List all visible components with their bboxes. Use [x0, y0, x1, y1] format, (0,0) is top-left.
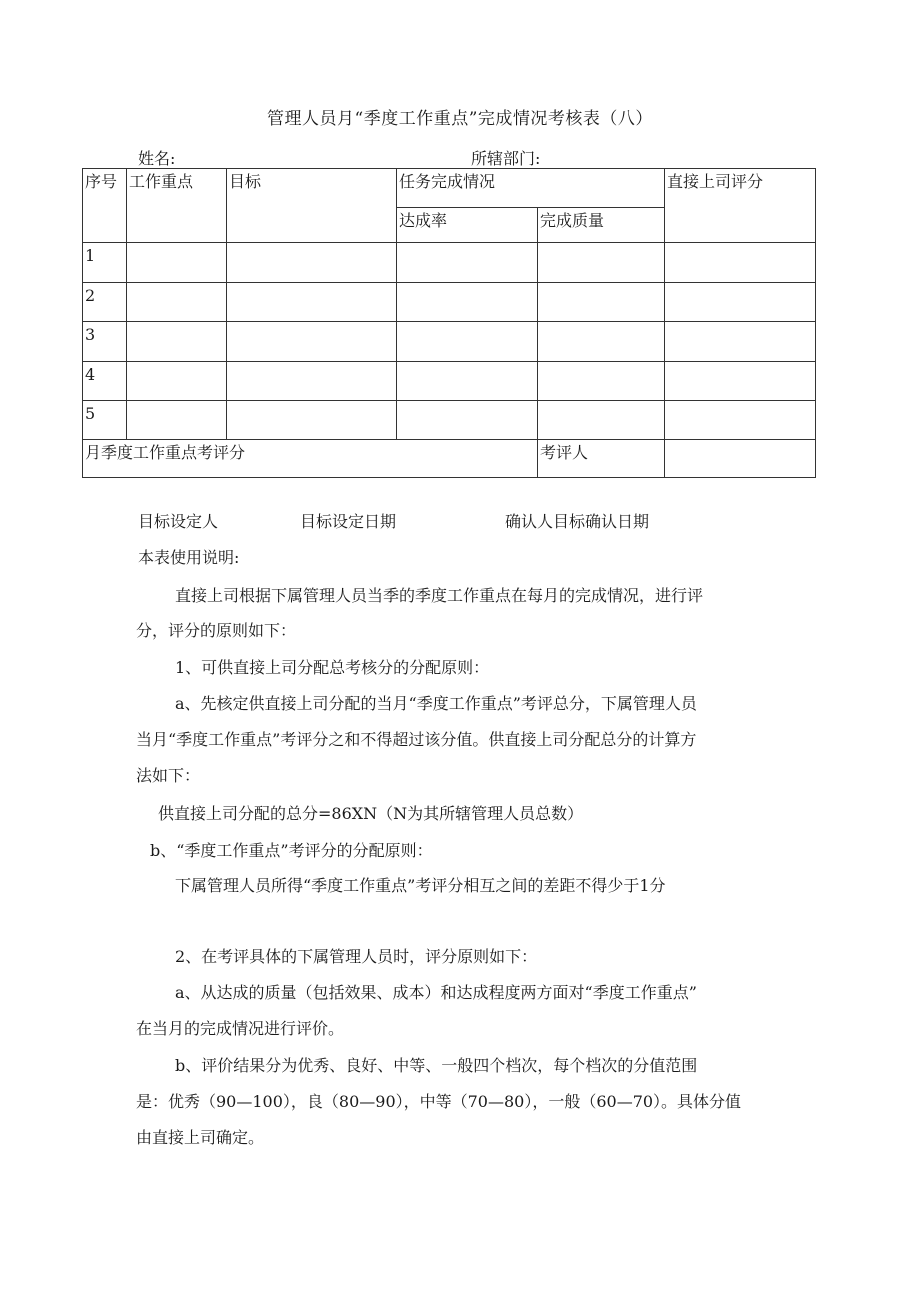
table-row: [83, 243, 816, 283]
header-supervisor-score: 直接上司评分: [665, 169, 816, 243]
confirm-label: 确认人目标确认日期: [505, 512, 650, 531]
principle-2b-line-2: 是：优秀（90—100），良（80—90），中等（70—80），一般（60—70）。具体分值: [136, 1092, 742, 1111]
formula-text: 供直接上司分配的总分=86XN（N为其所辖管理人员总数）: [158, 804, 584, 823]
instructions-heading: 本表使用说明:: [138, 548, 240, 567]
table-row: [83, 322, 816, 362]
total-row: [83, 440, 816, 478]
page-title: 管理人员月“季度工作重点”完成情况考核表（八）: [267, 109, 653, 129]
principle-1a-line-3: 法如下：: [136, 766, 201, 785]
completion-quality-cell[interactable]: [538, 283, 665, 322]
work-focus-cell[interactable]: [127, 322, 227, 362]
header-completion-quality: 完成质量: [538, 208, 665, 243]
header-task-completion: 任务完成情况: [397, 169, 665, 208]
table-row: [83, 362, 816, 401]
supervisor-score-cell[interactable]: [665, 322, 816, 362]
principle-2b-line-1: b、评价结果分为优秀、良好、中等、一般四个档次，每个档次的分值范围: [175, 1056, 698, 1075]
row-index: 3: [83, 322, 127, 362]
achievement-rate-cell[interactable]: [397, 283, 538, 322]
row-index: 4: [83, 362, 127, 401]
target-cell[interactable]: [227, 322, 397, 362]
target-cell[interactable]: [227, 243, 397, 283]
supervisor-score-cell[interactable]: [665, 243, 816, 283]
department-label: 所辖部门:: [471, 149, 541, 168]
table-row: [83, 401, 816, 440]
supervisor-score-cell[interactable]: [665, 283, 816, 322]
principle-1a-line-1: a、先核定供直接上司分配的当月“季度工作重点”考评总分，下属管理人员: [175, 694, 697, 713]
header-achievement-rate: 达成率: [397, 208, 538, 243]
work-focus-cell[interactable]: [127, 243, 227, 283]
total-score-label: 月季度工作重点考评分: [83, 440, 538, 478]
target-cell[interactable]: [227, 401, 397, 440]
principle-1b-text: 下属管理人员所得“季度工作重点”考评分相互之间的差距不得少于1分: [175, 876, 666, 895]
evaluator-label: 考评人: [538, 440, 665, 478]
evaluation-table: [82, 168, 816, 478]
supervisor-score-cell[interactable]: [665, 362, 816, 401]
achievement-rate-cell[interactable]: [397, 322, 538, 362]
name-label: 姓名:: [138, 149, 176, 168]
header-target: 目标: [227, 169, 397, 243]
completion-quality-cell[interactable]: [538, 243, 665, 283]
header-index: 序号: [83, 169, 127, 243]
intro-line-2: 分，评分的原则如下：: [136, 621, 297, 640]
header-work-focus: 工作重点: [127, 169, 227, 243]
principle-1a-line-2: 当月“季度工作重点”考评分之和不得超过该分值。供直接上司分配总分的计算方: [136, 730, 697, 749]
work-focus-cell[interactable]: [127, 362, 227, 401]
goal-set-date-label: 目标设定日期: [300, 512, 397, 531]
principle-2a-line-2: 在当月的完成情况进行评价。: [136, 1019, 345, 1038]
principle-1-title: 1、可供直接上司分配总考核分的分配原则：: [175, 658, 490, 677]
row-index: 2: [83, 283, 127, 322]
target-cell[interactable]: [227, 362, 397, 401]
achievement-rate-cell[interactable]: [397, 243, 538, 283]
work-focus-cell[interactable]: [127, 401, 227, 440]
table-row: [83, 283, 816, 322]
row-index: 1: [83, 243, 127, 283]
goal-setter-label: 目标设定人: [138, 512, 219, 531]
principle-2b-line-3: 由直接上司确定。: [136, 1128, 265, 1147]
work-focus-cell[interactable]: [127, 283, 227, 322]
achievement-rate-cell[interactable]: [397, 362, 538, 401]
evaluator-cell[interactable]: [665, 440, 816, 478]
supervisor-score-cell[interactable]: [665, 401, 816, 440]
row-index: 5: [83, 401, 127, 440]
principle-2-title: 2、在考评具体的下属管理人员时，评分原则如下：: [175, 947, 538, 966]
principle-1b-title: b、“季度工作重点”考评分的分配原则：: [150, 841, 433, 860]
completion-quality-cell[interactable]: [538, 322, 665, 362]
achievement-rate-cell[interactable]: [397, 401, 538, 440]
completion-quality-cell[interactable]: [538, 362, 665, 401]
intro-line-1: 直接上司根据下属管理人员当季的季度工作重点在每月的完成情况，进行评: [175, 586, 704, 605]
completion-quality-cell[interactable]: [538, 401, 665, 440]
principle-2a-line-1: a、从达成的质量（包括效果、成本）和达成程度两方面对“季度工作重点”: [175, 983, 697, 1002]
target-cell[interactable]: [227, 283, 397, 322]
